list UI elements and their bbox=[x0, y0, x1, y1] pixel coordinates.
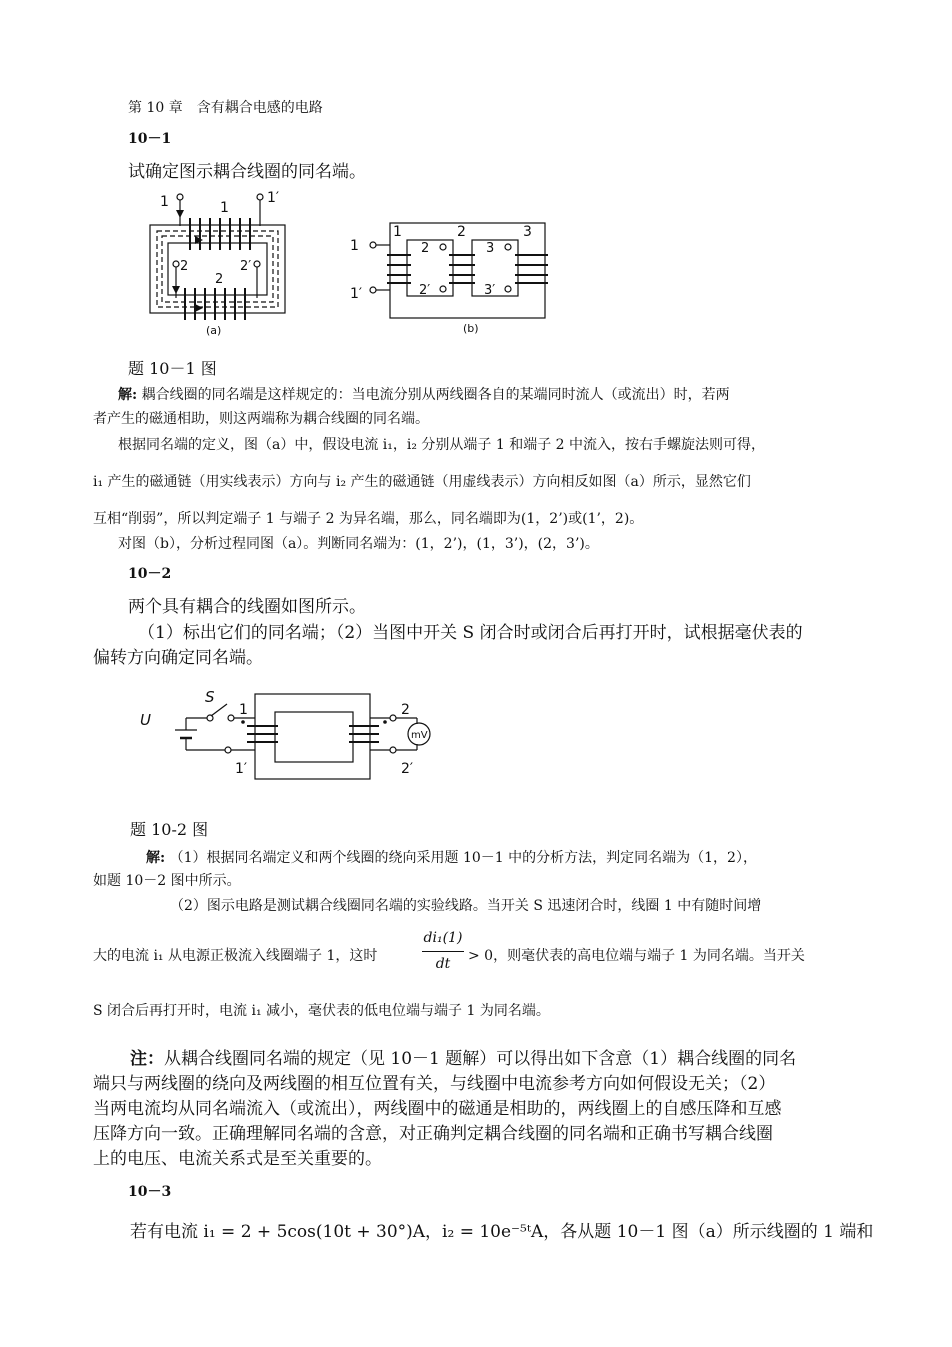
b-terminal-2p-label: 2′ bbox=[419, 283, 431, 298]
coil-2-label: 2 bbox=[215, 272, 224, 287]
fraction-bar bbox=[422, 951, 464, 952]
solution-text: i₁ 产生的磁通链（用实线表示）方向与 i₂ 产生的磁通链（用虚线表示）方向相反如图（a）所示，显然它们 bbox=[93, 474, 751, 490]
sub-label-a: (a) bbox=[206, 324, 222, 337]
note-text: 压降方向一致。正确理解同名端的含意，对正确判定耦合线圈的同名端和正确书写耦合线圈 bbox=[93, 1124, 773, 1144]
b-coil-3-label: 3 bbox=[523, 224, 532, 240]
solution-text: 根据同名端的定义，图（a）中，假设电流 i₁，i₂ 分别从端子 1 和端子 2 中流入，按右手螺旋法则可得， bbox=[118, 437, 766, 453]
problem-question: 偏转方向确定同名端。 bbox=[93, 648, 263, 668]
b-coil-1-label: 1 bbox=[393, 224, 402, 240]
problem-question: 两个具有耦合的线圈如图所示。 bbox=[128, 597, 366, 617]
fraction-numerator: di₁(1) bbox=[423, 930, 463, 946]
solution-text: 大的电流 i₁ 从电源正极流入线圈端子 1，这时 bbox=[93, 948, 378, 964]
b-terminal-2-label: 2 bbox=[421, 241, 430, 256]
solution-text: 如题 10－2 图中所示。 bbox=[93, 873, 241, 889]
solution-line bbox=[146, 847, 757, 867]
solution-label: 解: bbox=[118, 387, 138, 403]
figure-10-1b bbox=[345, 218, 555, 338]
b-coil-2-label: 2 bbox=[457, 224, 466, 240]
solution-text: 互相“削弱”，所以判定端子 1 与端子 2 为异名端，那么，同名端即为(1，2’)或(1’，2)。 bbox=[93, 511, 644, 527]
solution-text: （2）图示电路是测试耦合线圈同名端的实验线路。当开关 S 迅速闭合时，线圈 1 中有随时间增 bbox=[170, 898, 762, 914]
figure-caption: 题 10-2 图 bbox=[130, 820, 209, 839]
voltage-label: U bbox=[140, 711, 151, 729]
terminal-1-label: 1 bbox=[160, 194, 169, 210]
figure-10-1a bbox=[140, 188, 300, 338]
solution-text: （1）根据同名端定义和两个线圈的绕向采用题 10－1 中的分析方法，判定同名端为（1，2）， bbox=[169, 850, 757, 866]
b-terminal-3-label: 3 bbox=[486, 241, 495, 256]
b-terminal-1-label: 1 bbox=[350, 238, 359, 254]
solution-label: 解: bbox=[146, 850, 166, 866]
problem-number: 10－2 bbox=[128, 566, 172, 582]
note-text: 当两电流均从同名端流入（或流出），两线圈中的磁通是相助的，两线圈上的自感压降和互感 bbox=[93, 1099, 782, 1119]
solution-text: 者产生的磁通相助，则这两端称为耦合线圈的同名端。 bbox=[93, 411, 429, 427]
terminal-1p-label: 1′ bbox=[267, 190, 280, 206]
problem-number: 10－3 bbox=[128, 1184, 172, 1200]
fraction-denominator: dt bbox=[435, 956, 451, 972]
solution-text: > 0，则毫伏表的高电位端与端子 1 为同名端。当开关 bbox=[468, 948, 805, 964]
sub-label-b: (b) bbox=[463, 322, 479, 335]
problem-question: 若有电流 i₁ = 2 + 5cos(10t + 30°)A，i₂ = 10e⁻⁵ᵗA，各从题 10－1 图（a）所示线圈的 1 端和 bbox=[130, 1222, 874, 1242]
solution-text: S 闭合后再打开时，电流 i₁ 减小，毫伏表的低电位端与端子 1 为同名端。 bbox=[93, 1003, 550, 1019]
terminal-1-label: 1 bbox=[239, 702, 248, 718]
terminal-2-label: 2 bbox=[180, 259, 189, 274]
problem-question: （1）标出它们的同名端；（2）当图中开关 S 闭合时或闭合后再打开时，试根据毫伏表的 bbox=[138, 623, 803, 643]
coil-1-label: 1 bbox=[220, 200, 229, 216]
problem-number: 10－1 bbox=[128, 131, 172, 147]
figure-10-2 bbox=[135, 688, 445, 788]
solution-line bbox=[118, 384, 730, 404]
b-terminal-1p-label: 1′ bbox=[350, 286, 363, 302]
note-label: 注： bbox=[130, 1049, 164, 1069]
note-line bbox=[130, 1044, 796, 1069]
terminal-2p-label: 2′ bbox=[401, 761, 414, 777]
millivoltmeter-label: mV bbox=[411, 730, 428, 741]
solution-text: 对图（b），分析过程同图（a）。判断同名端为：(1，2’)，(1，3’)，(2，3’)。 bbox=[118, 536, 599, 552]
solution-text: 耦合线圈的同名端是这样规定的：当电流分别从两线圈各自的某端同时流人（或流出）时，若两 bbox=[141, 387, 730, 403]
chapter-title: 第 10 章 含有耦合电感的电路 bbox=[128, 100, 323, 116]
b-terminal-3p-label: 3′ bbox=[484, 283, 496, 298]
note-text: 端只与两线圈的绕向及两线圈的相互位置有关，与线圈中电流参考方向如何假设无关；（2） bbox=[93, 1074, 776, 1094]
switch-label: S bbox=[205, 688, 215, 706]
terminal-2-label: 2 bbox=[401, 702, 410, 718]
problem-question: 试确定图示耦合线圈的同名端。 bbox=[128, 162, 366, 182]
note-text: 上的电压、电流关系式是至关重要的。 bbox=[93, 1149, 382, 1169]
terminal-2p-label: 2′ bbox=[240, 259, 252, 274]
figure-caption: 题 10－1 图 bbox=[128, 359, 217, 378]
terminal-1p-label: 1′ bbox=[235, 761, 248, 777]
note-text: 从耦合线圈同名端的规定（见 10－1 题解）可以得出如下含意（1）耦合线圈的同名 bbox=[164, 1049, 797, 1069]
